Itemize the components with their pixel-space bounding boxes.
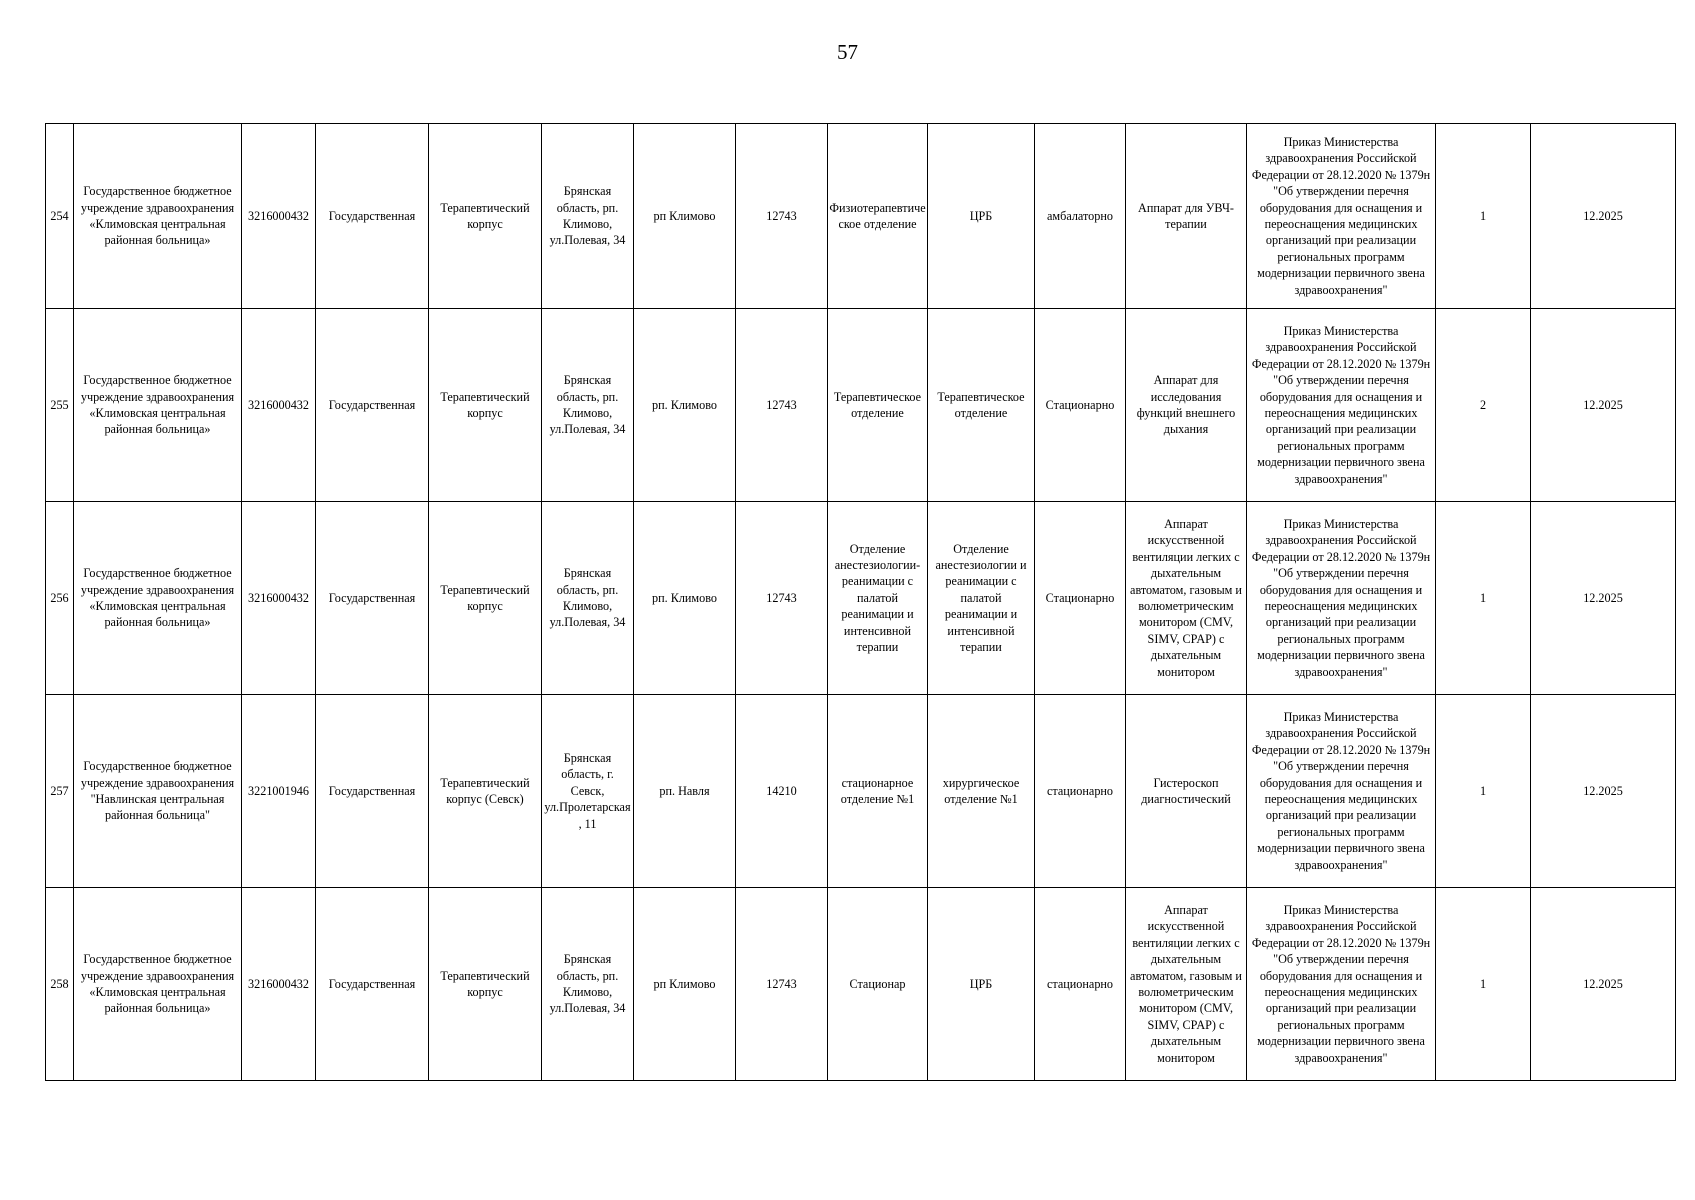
ownership-type: Государственная [316,309,429,502]
settlement: рп. Климово [634,309,736,502]
inn-code: 3221001946 [242,695,316,888]
delivery-date: 12.2025 [1531,502,1676,695]
address: Брянская область, рп. Климово, ул.Полевая, 34 [542,888,634,1081]
equipment-registry-table [45,123,1676,1081]
table-row [46,888,1676,1081]
equipment-name: Аппарат искусственной вентиляции легких с дыхательным автоматом, газовым и волюметрическим монитором (CMV, SIMV, CPAP) с дыхательным монитором [1126,888,1247,1081]
settlement: рп Климово [634,124,736,309]
table-row [46,502,1676,695]
quantity: 2 [1436,309,1531,502]
care-form: амбалаторно [1035,124,1126,309]
ownership-type: Государственная [316,695,429,888]
department: Отделение анестезиологии-реанимации с палатой реанимации и интенсивной терапии [828,502,928,695]
address: Брянская область, г. Севск, ул.Пролетарская, 11 [542,695,634,888]
settlement: рп Климово [634,888,736,1081]
building-name: Терапевтический корпус [429,124,542,309]
settlement-code: 12743 [736,502,828,695]
row-number: 257 [46,695,74,888]
regulatory-order: Приказ Министерства здравоохранения Российской Федерации от 28.12.2020 № 1379н "Об утверждении перечня оборудования для оснащения и переоснащения медицинских организаций при реализации региональных программ модернизации первичного звена здравоохранения" [1247,502,1436,695]
table-row [46,309,1676,502]
table-row [46,124,1676,309]
organization-name: Государственное бюджетное учреждение здравоохранения «Климовская центральная районная больница» [74,309,242,502]
address: Брянская область, рп. Климово, ул.Полевая, 34 [542,309,634,502]
page-number: 57 [837,40,858,64]
building-name: Терапевтический корпус [429,309,542,502]
unit: ЦРБ [928,124,1035,309]
row-number: 255 [46,309,74,502]
organization-name: Государственное бюджетное учреждение здравоохранения "Навлинская центральная районная больница" [74,695,242,888]
care-form: стационарно [1035,888,1126,1081]
regulatory-order: Приказ Министерства здравоохранения Российской Федерации от 28.12.2020 № 1379н "Об утверждении перечня оборудования для оснащения и переоснащения медицинских организаций при реализации региональных программ модернизации первичного звена здравоохранения" [1247,695,1436,888]
organization-name: Государственное бюджетное учреждение здравоохранения «Климовская центральная районная больница» [74,502,242,695]
settlement: рп. Климово [634,502,736,695]
quantity: 1 [1436,888,1531,1081]
row-number: 258 [46,888,74,1081]
settlement-code: 14210 [736,695,828,888]
settlement: рп. Навля [634,695,736,888]
unit: Терапевтическое отделение [928,309,1035,502]
delivery-date: 12.2025 [1531,124,1676,309]
regulatory-order: Приказ Министерства здравоохранения Российской Федерации от 28.12.2020 № 1379н "Об утверждении перечня оборудования для оснащения и переоснащения медицинских организаций при реализации региональных программ модернизации первичного звена здравоохранения" [1247,309,1436,502]
address: Брянская область, рп. Климово, ул.Полевая, 34 [542,124,634,309]
regulatory-order: Приказ Министерства здравоохранения Российской Федерации от 28.12.2020 № 1379н "Об утверждении перечня оборудования для оснащения и переоснащения медицинских организаций при реализации региональных программ модернизации первичного звена здравоохранения" [1247,888,1436,1081]
department: Терапевтическое отделение [828,309,928,502]
regulatory-order: Приказ Министерства здравоохранения Российской Федерации от 28.12.2020 № 1379н "Об утверждении перечня оборудования для оснащения и переоснащения медицинских организаций при реализации региональных программ модернизации первичного звена здравоохранения" [1247,124,1436,309]
building-name: Терапевтический корпус [429,888,542,1081]
equipment-name: Гистероскоп диагностический [1126,695,1247,888]
inn-code: 3216000432 [242,888,316,1081]
department: Стационар [828,888,928,1081]
row-number: 256 [46,502,74,695]
table-row [46,695,1676,888]
organization-name: Государственное бюджетное учреждение здравоохранения «Климовская центральная районная больница» [74,888,242,1081]
ownership-type: Государственная [316,502,429,695]
equipment-name: Аппарат для УВЧ-терапии [1126,124,1247,309]
equipment-name: Аппарат для исследования функций внешнего дыхания [1126,309,1247,502]
settlement-code: 12743 [736,888,828,1081]
settlement-code: 12743 [736,309,828,502]
building-name: Терапевтический корпус [429,502,542,695]
row-number: 254 [46,124,74,309]
building-name: Терапевтический корпус (Севск) [429,695,542,888]
settlement-code: 12743 [736,124,828,309]
equipment-name: Аппарат искусственной вентиляции легких с дыхательным автоматом, газовым и волюметрическим монитором (CMV, SIMV, CPAP) с дыхательным монитором [1126,502,1247,695]
department: стационарное отделение №1 [828,695,928,888]
quantity: 1 [1436,502,1531,695]
ownership-type: Государственная [316,124,429,309]
ownership-type: Государственная [316,888,429,1081]
inn-code: 3216000432 [242,502,316,695]
unit: хирургическое отделение №1 [928,695,1035,888]
unit: ЦРБ [928,888,1035,1081]
care-form: Стационарно [1035,309,1126,502]
care-form: Стационарно [1035,502,1126,695]
delivery-date: 12.2025 [1531,888,1676,1081]
inn-code: 3216000432 [242,124,316,309]
care-form: стационарно [1035,695,1126,888]
unit: Отделение анестезиологии и реанимации с палатой реанимации и интенсивной терапии [928,502,1035,695]
inn-code: 3216000432 [242,309,316,502]
department: Физиотерапевтическое отделение [828,124,928,309]
quantity: 1 [1436,695,1531,888]
quantity: 1 [1436,124,1531,309]
organization-name: Государственное бюджетное учреждение здравоохранения «Климовская центральная районная больница» [74,124,242,309]
delivery-date: 12.2025 [1531,309,1676,502]
address: Брянская область, рп. Климово, ул.Полевая, 34 [542,502,634,695]
delivery-date: 12.2025 [1531,695,1676,888]
